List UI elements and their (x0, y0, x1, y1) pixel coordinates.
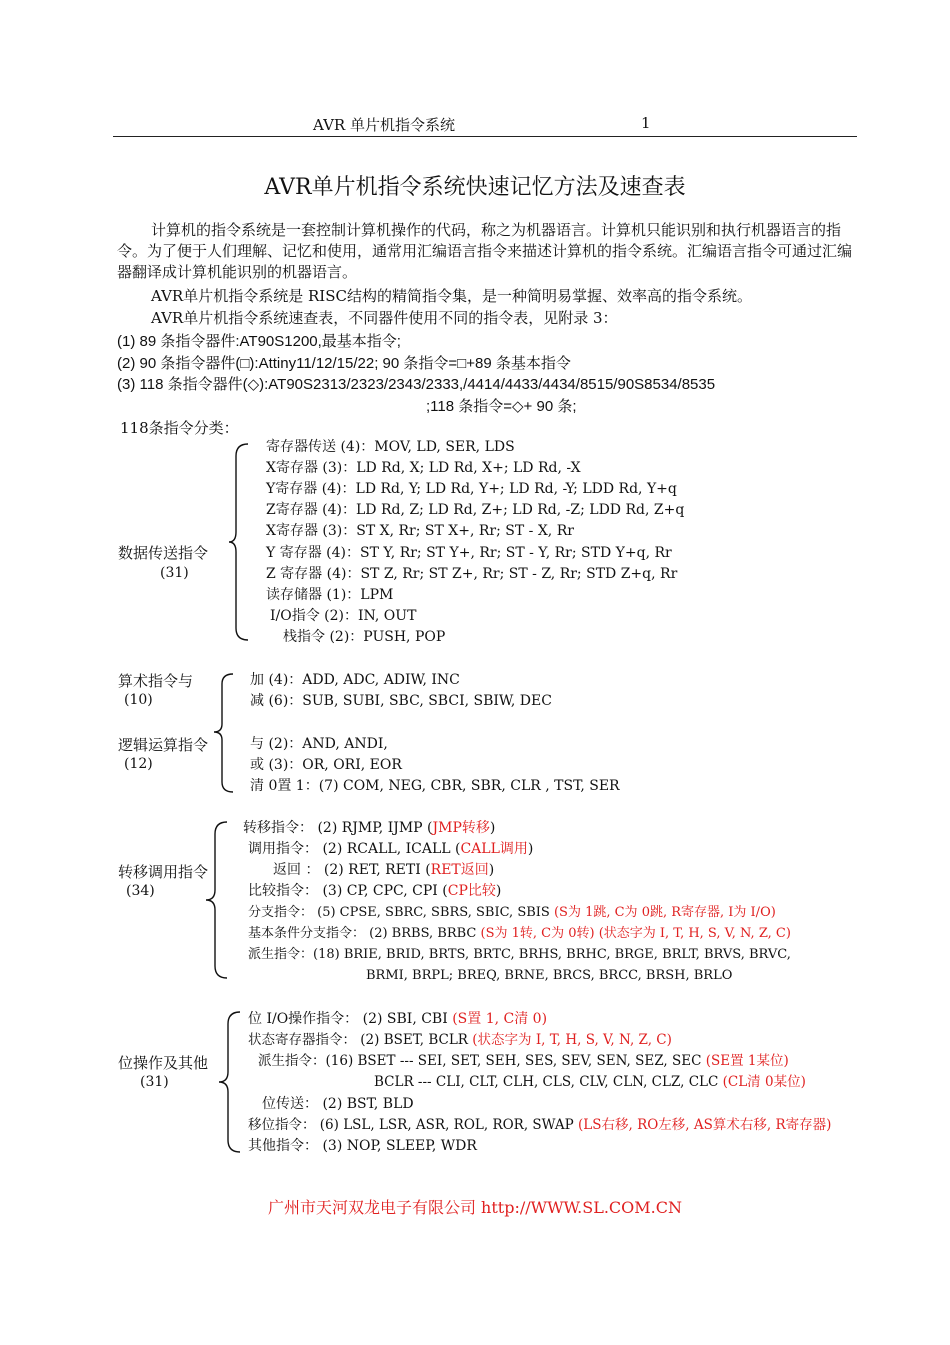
intro-paragraph-3: AVR单片机指令系统速查表，不同器件使用不同的指令表，见附录 3： (151, 309, 618, 327)
arith-brace (213, 672, 235, 794)
arith-line: 清 0置 1：(7) COM, NEG, CBR, SBR, CLR , TST, SER (250, 778, 620, 794)
branch-line: 转移指令： (2) RJMP, IJMP (JMP转移) (243, 820, 496, 836)
branch-line: 返回 ： (2) RET, RETI (RET返回) (273, 862, 495, 878)
intro-paragraph-1: 计算机的指令系统是一套控制计算机操作的代码，称之为机器语言。计算机只能识别和执行机器语言的指令。为了便于人们理解、记忆和使用，通常用汇编语言指令来描述计算机的指令系统。汇编语言指令可通过汇编器翻译成计算机能识别的机器语言。 (117, 221, 853, 281)
transfer-line: 读存储器 (1)：LPM (266, 587, 394, 603)
bitops-line: 其他指令： (3) NOP, SLEEP, WDR (248, 1138, 477, 1154)
bitops-line: BCLR --- CLI, CLT, CLH, CLS, CLV, CLN, CLZ, CLC (CL清 0某位) (374, 1074, 806, 1090)
bitops-line: 位 I/O操作指令： (2) SBI, CBI (S置 1, C清 0) (248, 1011, 548, 1027)
arith-line: 与 (2)：AND, ANDI, (250, 736, 388, 752)
branch-line: 调用指令： (2) RCALL, ICALL (CALL调用) (248, 841, 534, 857)
page-number: 1 (641, 114, 651, 132)
arith-line: 加 (4)：ADD, ADC, ADIW, INC (250, 672, 460, 688)
transfer-line: I/O指令 (2)：IN, OUT (270, 608, 417, 624)
transfer-line: Z 寄存器 (4)：ST Z, Rr; ST Z+, Rr; ST - Z, Rr; STD Z+q, Rr (266, 566, 678, 582)
branch-brace (205, 820, 229, 980)
company-footer: 广州市天河双龙电子有限公司 http://WWW.SL.COM.CN (267, 1198, 683, 1217)
intro-paragraph-2: AVR单片机指令系统是 RISC结构的精简指令集，是一种简明易掌握、效率高的指令系统。 (151, 287, 752, 305)
bitops-line: 派生指令：(16) BSET --- SEI, SET, SEH, SES, SEV, SEN, SEZ, SEC (SE置 1某位) (258, 1053, 789, 1069)
transfer-line: 栈指令 (2)：PUSH, POP (283, 629, 446, 645)
branch-line: 比较指令： (3) CP, CPC, CPI (CP比较) (248, 883, 502, 899)
arith-line: 或 (3)：OR, ORI, EOR (250, 757, 402, 773)
document-title: AVR单片机指令系统快速记忆方法及速查表 (264, 175, 686, 200)
device-line-3: (3) 118 条指令器件(◇):AT90S2313/2323/2343/2333,/4414/4433/4434/8515/90S8534/8535 (117, 376, 716, 393)
arith-line: 减 (6)：SUB, SUBI, SBC, SBCI, SBIW, DEC (250, 693, 552, 709)
transfer-brace (228, 442, 250, 642)
device-line-4: ;118 条指令=◇+ 90 条; (426, 398, 577, 415)
transfer-line: Y 寄存器 (4)：ST Y, Rr; ST Y+, Rr; ST - Y, Rr; STD Y+q, Rr (266, 545, 672, 561)
branch-label: 转移调用指令 (118, 863, 209, 881)
transfer-line: Z寄存器 (4)：LD Rd, Z; LD Rd, Z+; LD Rd, -Z; LDD Rd, Z+q (266, 502, 685, 518)
header-rule (113, 136, 857, 137)
bitops-brace (218, 1010, 242, 1154)
bitops-line: 移位指令： (6) LSL, LSR, ASR, ROL, ROR, SWAP (LS右移, RO左移, AS算术右移, R寄存器) (248, 1117, 832, 1133)
branch-count: (34) (126, 883, 155, 899)
bitops-line: 状态寄存器指令： (2) BSET, BCLR (状态字为 I, T, H, S, V, N, Z, C) (248, 1032, 672, 1048)
arith-count: (10) (124, 692, 153, 708)
bitops-line: 位传送： (2) BST, BLD (262, 1096, 414, 1112)
classification-title: 118条指令分类： (120, 419, 239, 437)
transfer-label: 数据传送指令 (118, 544, 209, 562)
transfer-line: X寄存器 (3)：LD Rd, X; LD Rd, X+; LD Rd, -X (266, 460, 581, 476)
logic-label: 逻辑运算指令 (118, 736, 209, 754)
bitops-count: (31) (140, 1074, 169, 1090)
bitops-label: 位操作及其他 (118, 1054, 209, 1072)
transfer-count: (31) (160, 565, 189, 581)
device-line-2: (2) 90 条指令器件(□):Attiny11/12/15/22; 90 条指令=□+89 条基本指令 (117, 355, 571, 372)
device-line-1: (1) 89 条指令器件:AT90S1200,最基本指令; (117, 333, 401, 350)
branch-line: 派生指令：(18) BRIE, BRID, BRTS, BRTC, BRHS, BRHC, BRGE, BRLT, BRVS, BRVC, (248, 947, 791, 962)
running-header-title: AVR 单片机指令系统 (313, 116, 455, 134)
logic-count: (12) (124, 756, 153, 772)
transfer-line: Y寄存器 (4)：LD Rd, Y; LD Rd, Y+; LD Rd, -Y; LDD Rd, Y+q (266, 481, 677, 497)
transfer-line: X寄存器 (3)：ST X, Rr; ST X+, Rr; ST - X, Rr (266, 523, 574, 539)
arith-label: 算术指令与 (118, 672, 194, 690)
branch-line: 基本条件分支指令： (2) BRBS, BRBC (S为 1转, C为 0转) (状态字为 I, T, H, S, V, N, Z, C) (248, 926, 791, 941)
branch-line: 分支指令： (5) CPSE, SBRC, SBRS, SBIC, SBIS (S为 1跳, C为 0跳, R寄存器, I为 I/O) (248, 905, 776, 920)
transfer-line: 寄存器传送 (4)：MOV, LD, SER, LDS (266, 439, 515, 455)
branch-line: BRMI, BRPL; BREQ, BRNE, BRCS, BRCC, BRSH, BRLO (366, 968, 733, 983)
